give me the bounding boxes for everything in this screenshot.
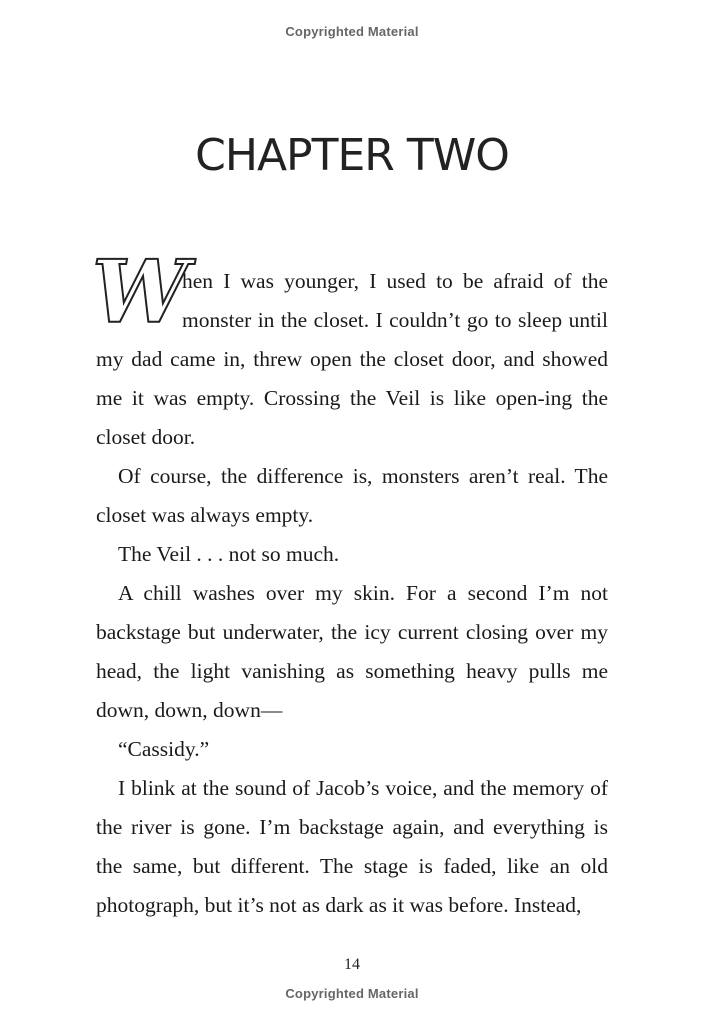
- paragraph-5: “Cassidy.”: [118, 737, 210, 761]
- paragraph-1-text: hen I was younger, I used to be afraid of the monster in the closet. I couldn’t go to sleep until my dad came in, threw open the closet door, and showed me it was empty. Crossing the Veil is like open-ing the closet door.: [96, 269, 608, 449]
- chapter-body: [92, 242, 608, 925]
- page-number: 14: [344, 956, 360, 973]
- chapter-title: CHAPTER TWO: [195, 130, 509, 181]
- paragraph-4: A chill washes over my skin. For a second I’m not backstage but underwater, the icy current closing over my head, the light vanishing as something heavy pulls me down, down, down—: [96, 581, 608, 722]
- dropcap-letter: W: [92, 242, 189, 343]
- footer-copyright: Copyrighted Material: [285, 986, 419, 1001]
- paragraph-3: The Veil . . . not so much.: [118, 542, 340, 566]
- paragraph-1: [92, 242, 608, 457]
- paragraph-2: Of course, the difference is, monsters aren’t real. The closet was always empty.: [96, 464, 608, 527]
- paragraph-6: I blink at the sound of Jacob’s voice, and the memory of the river is gone. I’m backstage again, and everything is the same, but different. The stage is faded, like an old photograph, but it’s not as dark as it was before. Instead,: [96, 776, 608, 917]
- dropcap: [92, 242, 189, 343]
- header-copyright: Copyrighted Material: [285, 24, 419, 39]
